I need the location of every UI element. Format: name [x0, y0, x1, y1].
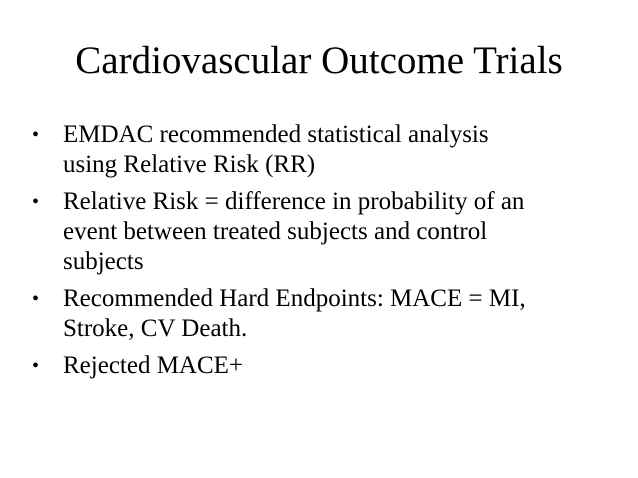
bullet-text-line: EMDAC recommended statistical analysis [63, 121, 489, 148]
bullet-text-line: Stroke, CV Death. [63, 315, 248, 342]
bullet-text-line: event between treated subjects and control [63, 218, 488, 245]
bullet-marker: • [32, 355, 40, 377]
bullet-text-line: using Relative Risk (RR) [63, 151, 316, 178]
bullet-item [32, 187, 602, 277]
bullet-item [32, 284, 602, 344]
bullet-text-line: subjects [63, 248, 144, 275]
slide-title: Cardiovascular Outcome Trials [75, 39, 563, 82]
bullet-item [32, 120, 602, 180]
bullet-item [32, 351, 602, 381]
bullet-text-line: Rejected MACE+ [63, 352, 244, 379]
bullet-text-line: Recommended Hard Endpoints: MACE = MI, [63, 285, 526, 312]
bullet-text-line: Relative Risk = difference in probability of an [63, 188, 525, 215]
bullet-list [32, 120, 602, 388]
bullet-marker: • [32, 191, 40, 213]
bullet-marker: • [32, 288, 40, 310]
bullet-marker: • [32, 124, 40, 146]
